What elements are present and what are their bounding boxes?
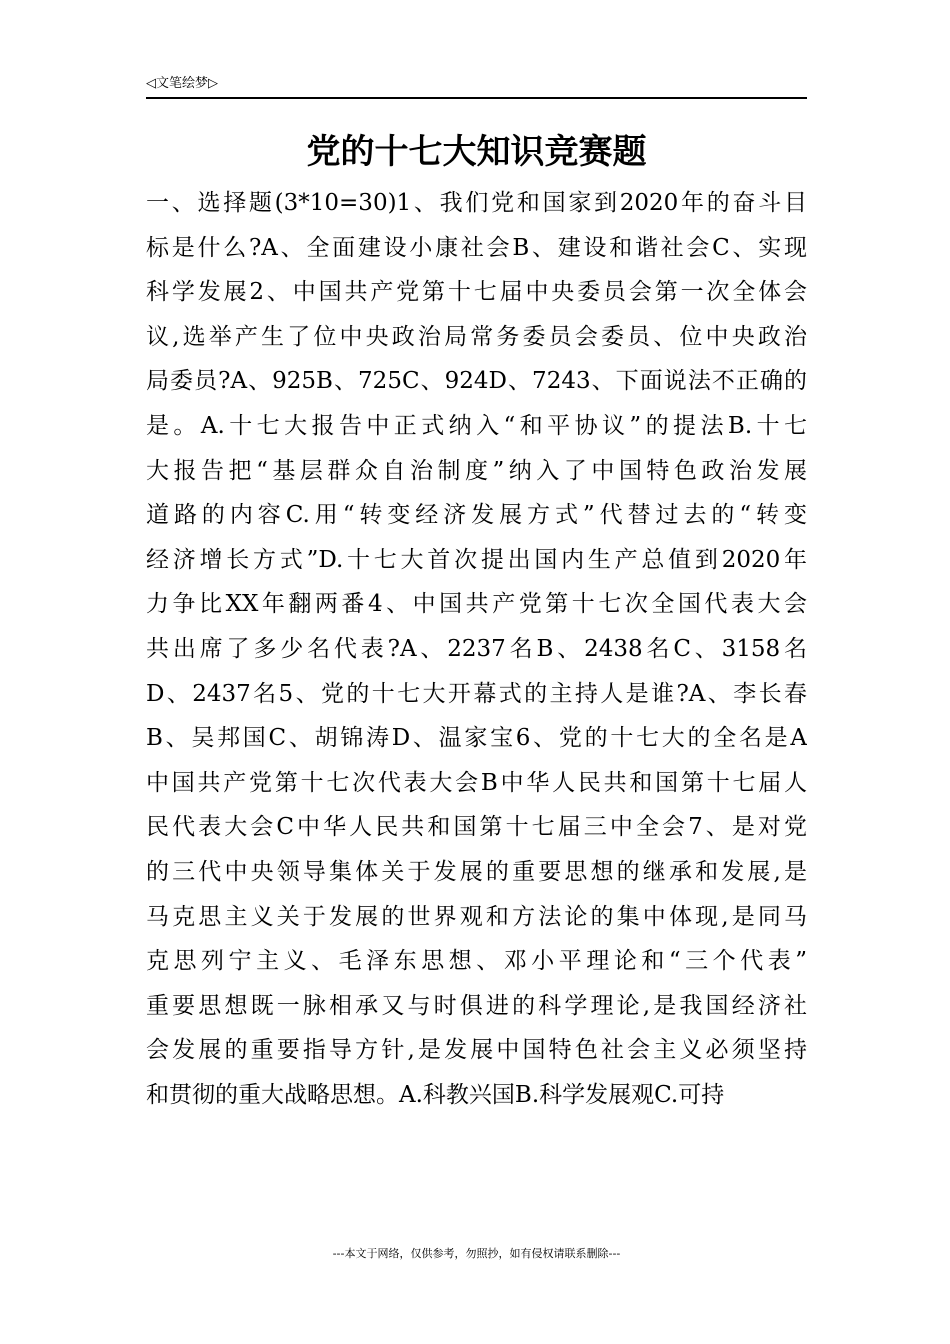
body-line: 标是什么?A、全面建设小康社会B、建设和谐社会C、实现	[146, 234, 807, 261]
body-line: 重要思想既一脉相承又与时俱进的科学理论,是我国经济社	[146, 992, 807, 1019]
body-line: 大报告把“基层群众自治制度”纳入了中国特色政治发展	[146, 457, 807, 484]
body-line: D、2437名5、党的十七大开幕式的主持人是谁?A、李长春	[146, 680, 807, 707]
body-line: 是。A.十七大报告中正式纳入“和平协议”的提法B.十七	[146, 412, 807, 439]
body-line: 克思列宁主义、毛泽东思想、邓小平理论和“三个代表”	[146, 948, 807, 975]
body-line: 共出席了多少名代表?A、2237名B、2438名C、3158名	[146, 635, 807, 662]
body-line: 议,选举产生了位中央政治局常务委员会委员、位中央政治	[146, 323, 807, 350]
body-line: 力争比XX年翻两番4、中国共产党第十七次全国代表大会	[146, 591, 807, 618]
body-line: 的三代中央领导集体关于发展的重要思想的继承和发展,是	[146, 858, 807, 885]
header-brand: ◁文笔绘梦▷	[146, 76, 218, 91]
body-line: 局委员?A、925B、725C、924D、7243、下面说法不正确的	[146, 368, 807, 395]
document-body	[146, 181, 807, 1117]
footer-disclaimer: ---本文于网络，仅供参考，勿照抄，如有侵权请联系删除---	[332, 1247, 621, 1260]
body-line: B、吴邦国C、胡锦涛D、温家宝6、党的十七大的全名是A	[146, 725, 807, 752]
body-line: 和贯彻的重大战略思想。A.科教兴国B.科学发展观C.可持	[146, 1081, 725, 1108]
body-line: 民代表大会C中华人民共和国第十七届三中全会7、是对党	[146, 814, 807, 841]
body-line: 会发展的重要指导方针,是发展中国特色社会主义必须坚持	[146, 1037, 807, 1064]
document-title: 党的十七大知识竞赛题	[306, 132, 647, 172]
body-line: 道路的内容C.用“转变经济发展方式”代替过去的“转变	[146, 502, 807, 529]
body-line: 中国共产党第十七次代表大会B中华人民共和国第十七届人	[146, 769, 807, 796]
body-line: 马克思主义关于发展的世界观和方法论的集中体现,是同马	[146, 903, 807, 930]
body-line: 经济增长方式”D.十七大首次提出国内生产总值到2020年	[146, 546, 807, 573]
body-line: 科学发展2、中国共产党第十七届中央委员会第一次全体会	[146, 279, 807, 306]
header-divider	[146, 97, 807, 99]
body-line: 一、选择题(3*10=30)1、我们党和国家到2020年的奋斗目	[146, 190, 807, 216]
